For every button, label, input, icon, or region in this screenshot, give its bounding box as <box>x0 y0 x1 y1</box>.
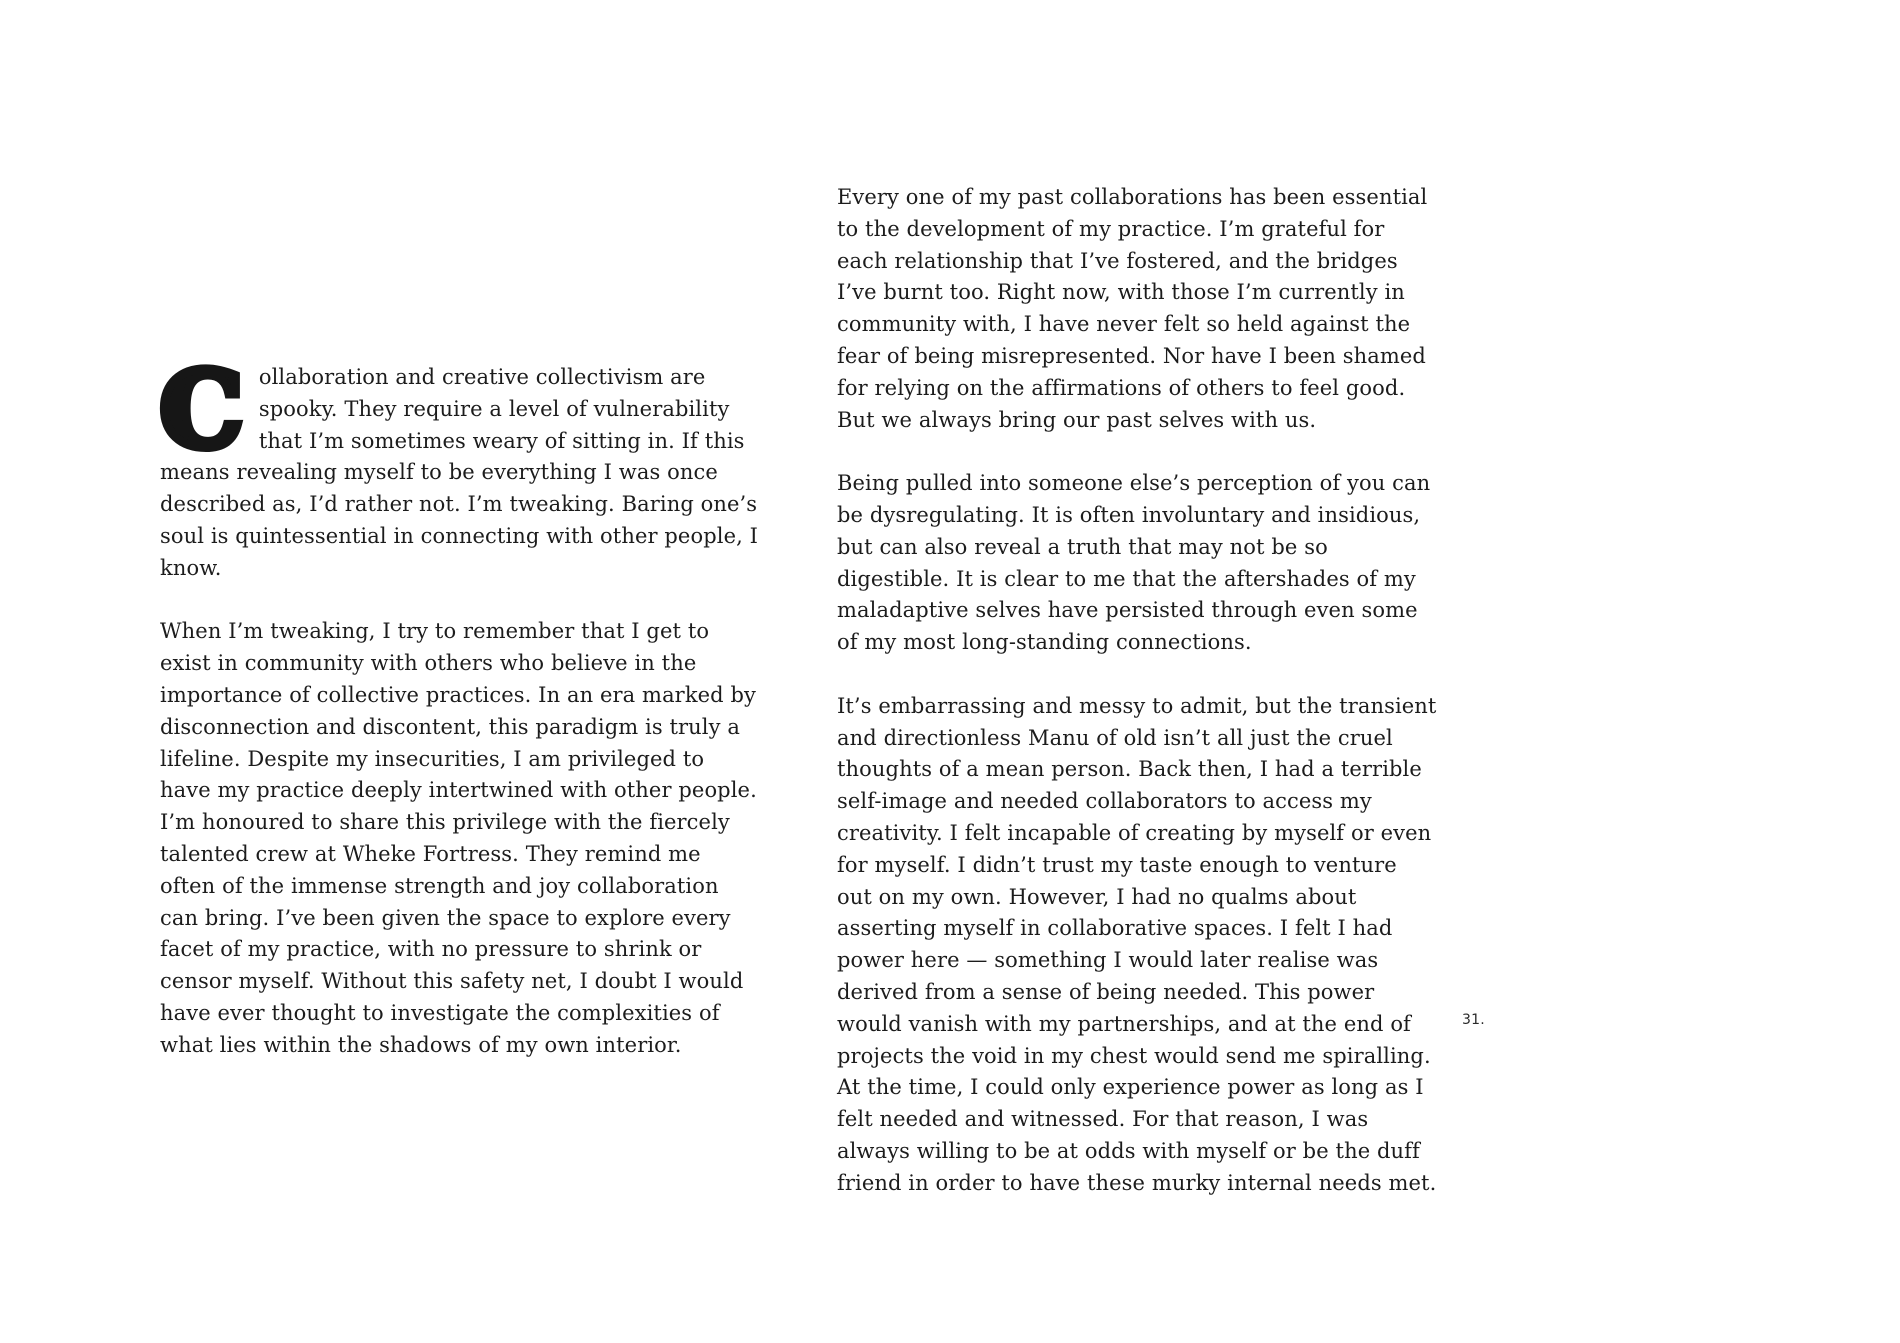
paragraph-text: ollaboration and creative collectivism are spooky. They require a level of vulnerability that I’m sometimes weary of sitting in. If this means revealing myself to be everything I was once described as, I’d rather not. I’m tweaking. Baring one’s soul is quintessential in connecting with other people, I know. <box>160 365 759 580</box>
paragraph: Every one of my past collaborations has been essential to the development of my practice. I’m grateful for each relationship that I’ve fostered, and the bridges I’ve burnt too. Right now, with those I’m currently in community with, I have never felt so held against the fear of being misrepresented. Nor have I been shamed for relying on the affirmations of others to feel good. But we always bring our past selves with us. <box>837 185 1428 432</box>
right-text-column <box>837 182 1437 1200</box>
drop-cap-letter: C <box>160 348 243 471</box>
paragraph: It’s embarrassing and messy to admit, but the transient and directionless Manu of old isn’t all just the cruel thoughts of a mean person. Back then, I had a terrible self-image and needed collaborators to access my creativity. I felt incapable of creating by myself or even for myself. I didn’t trust my taste enough to venture out on my own. However, I had no qualms about asserting myself in collaborative spaces. I felt I had power here — something I would later realise was derived from a sense of being needed. This power would vanish with my partnerships, and at the end of projects the void in my chest would send me spiralling. At the time, I could only experience power as long as I felt needed and witnessed. For that reason, I was always willing to be at odds with myself or be the duff friend in order to have these murky internal needs met. <box>837 693 1437 1195</box>
page-number: 31. <box>1462 1012 1485 1028</box>
paragraph <box>160 348 760 585</box>
left-text-column <box>160 348 760 1062</box>
paragraph: When I’m tweaking, I try to remember that I get to exist in community with others who believe in the importance of collective practices. In an era marked by disconnection and discontent, this paradigm is truly a lifeline. Despite my insecurities, I am privileged to have my practice deeply intertwined with other people. I’m honoured to share this privilege with the fiercely talented crew at Wheke Fortress. They remind me often of the immense strength and joy collaboration can bring. I’ve been given the space to explore every facet of my practice, with no pressure to shrink or censor myself. Without this safety net, I doubt I would have ever thought to investigate the complexities of what lies within the shadows of my own interior. <box>160 619 757 1057</box>
paragraph: Being pulled into someone else’s perception of you can be dysregulating. It is often involuntary and insidious, but can also reveal a truth that may not be so digestible. It is clear to me that the aftershades of my maladaptive selves have persisted through even some of my most long-standing connections. <box>837 471 1431 655</box>
